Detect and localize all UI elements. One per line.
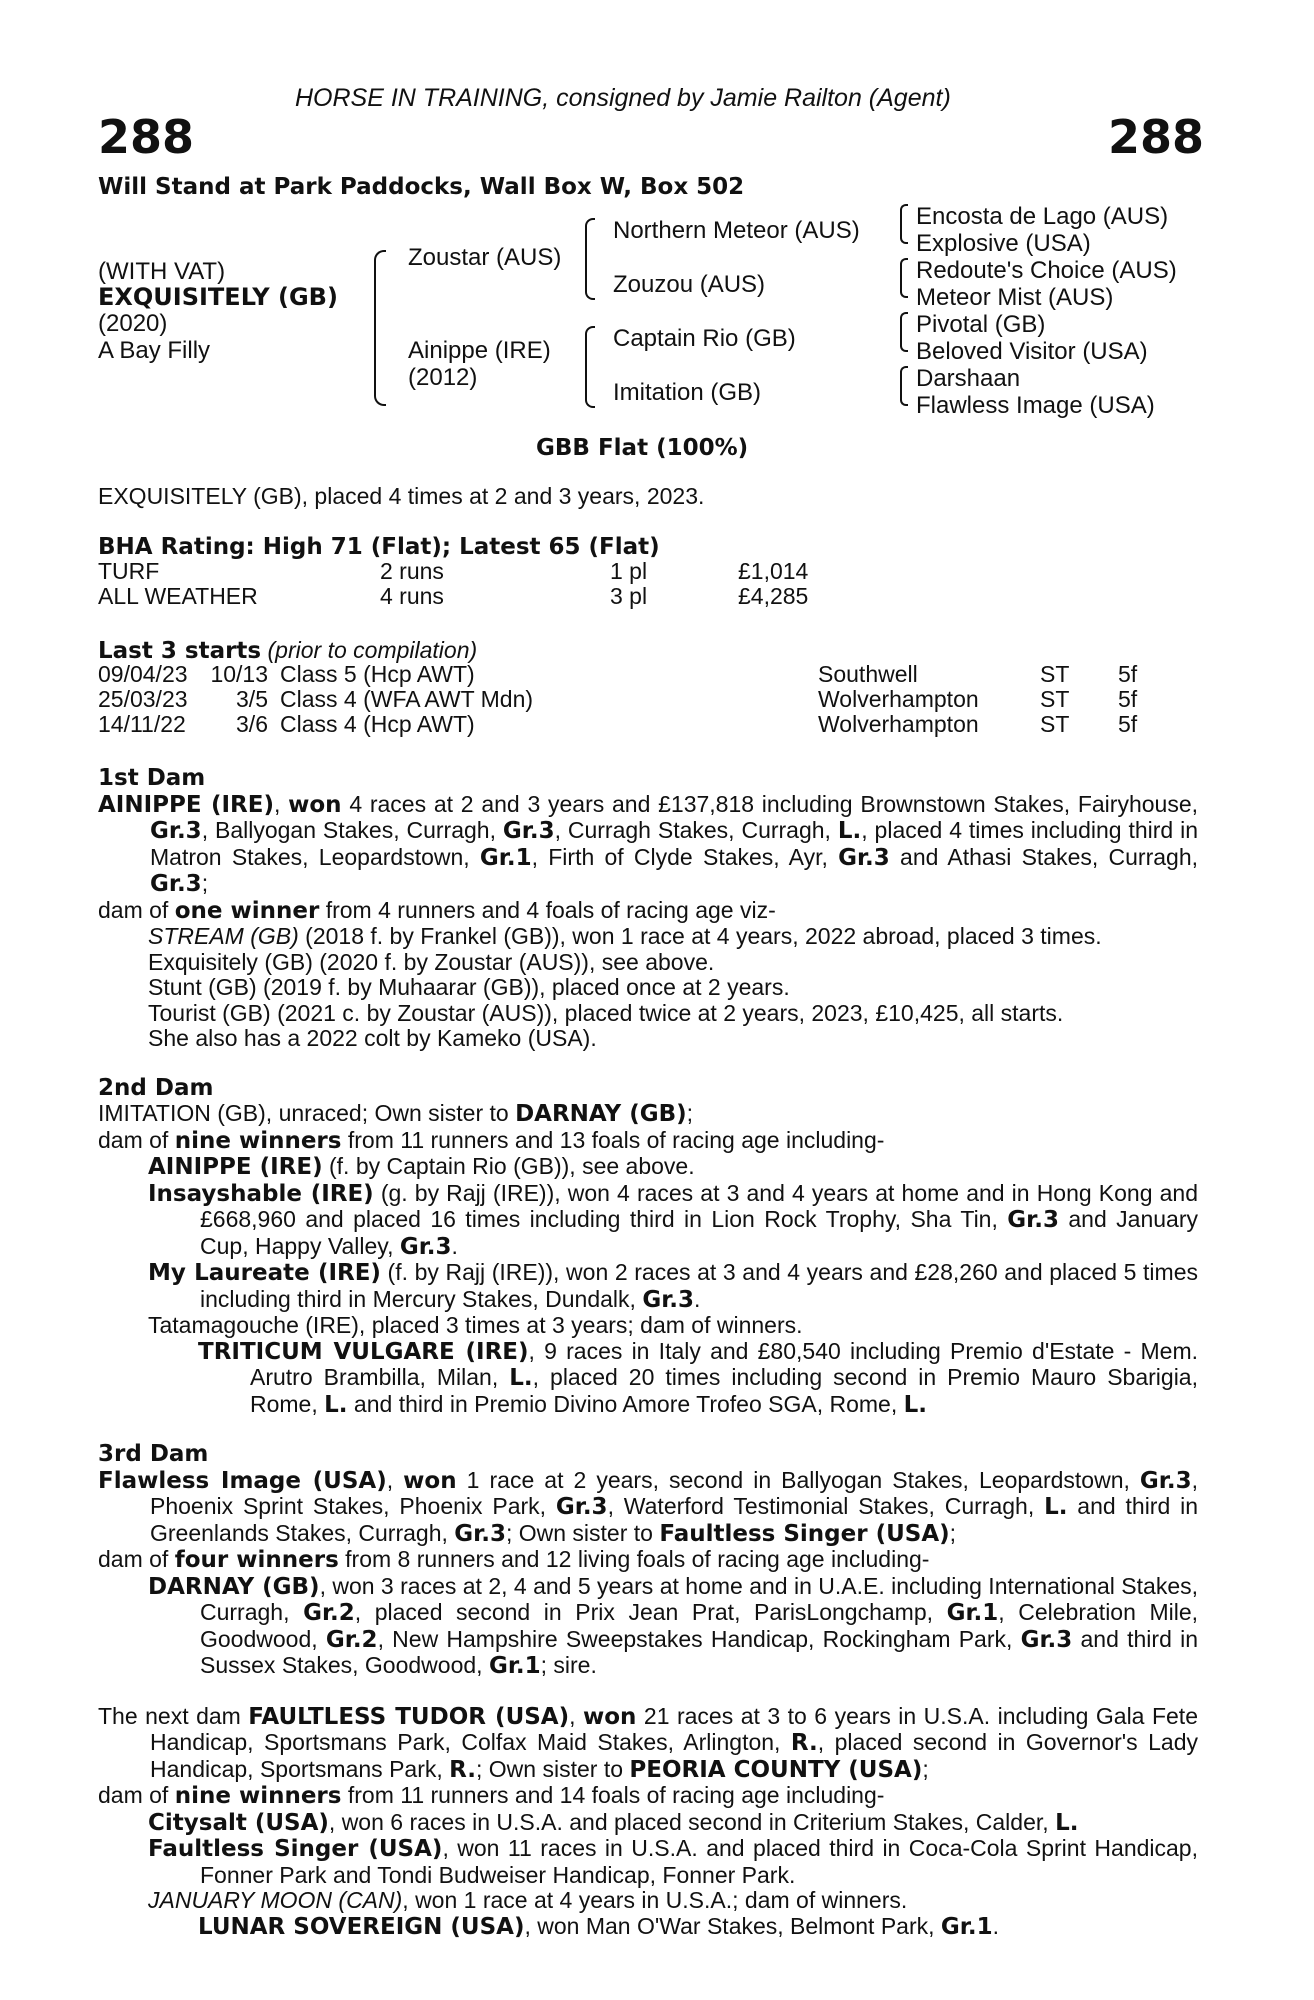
pedigree-g4-2: Explosive (USA) <box>916 230 1091 257</box>
last-starts-heading <box>98 637 477 664</box>
gbb-flat: GBB Flat (100%) <box>536 435 749 461</box>
progeny-name: Citysalt (USA) <box>148 1809 329 1836</box>
grade-label: R. <box>449 1756 477 1783</box>
horse-name-bold: PEORIA COUNTY (USA) <box>629 1756 923 1783</box>
start-position: 3/5 <box>236 686 268 712</box>
text-run: ; <box>949 1519 957 1546</box>
text-run: and third in Sussex Stakes, Goodwood, <box>200 1625 1198 1678</box>
text-run: from 4 runners and 4 foals of racing age viz- <box>319 896 776 923</box>
lot-number-right: 288 <box>1107 110 1204 164</box>
progeny-entry <box>98 1574 1198 1680</box>
text-run: from 11 runners and 13 foals of racing age including- <box>341 1126 885 1153</box>
start-date: 25/03/23 <box>98 686 188 712</box>
next-dam-name: FAULTLESS TUDOR (USA) <box>248 1703 570 1730</box>
won-word: won <box>403 1467 457 1494</box>
text-run: , Phoenix Sprint Stakes, Phoenix Park, <box>150 1466 1198 1519</box>
text-run: , placed 20 times including second in Premio Mauro Sbarigia, Rome, <box>250 1364 1198 1417</box>
text-run: dam of <box>98 1126 175 1153</box>
start-row <box>98 687 1137 712</box>
first-dam-paragraph: AINIPPE (IRE), won 4 races at 2 and 3 years and £137,818 including Brownstown Stakes, Fairyhouse, Gr.3, Ballyogan Stakes, Curragh, Gr.3, Curragh Stakes, Curragh, L., placed 4 times including third in Matron Stakes, Leopardstown, Gr.1, Firth of Clyde Stakes, Ayr, Gr.3 and Athasi Stakes, Curragh, Gr.3; <box>98 790 1199 897</box>
text-run: and Athasi Stakes, Curragh, <box>889 843 1199 870</box>
pedigree-brace-dam <box>585 326 595 408</box>
grand-progeny-entry <box>98 1339 1198 1419</box>
text-run: The next dam <box>98 1702 249 1729</box>
pedigree-dam-sire: Captain Rio (GB) <box>613 325 796 352</box>
text-run: IMITATION (GB), unraced; Own sister to <box>98 1100 516 1126</box>
second-dam-line <box>98 1101 1198 1128</box>
pedigree-g4-5: Pivotal (GB) <box>916 311 1046 338</box>
text-run: , Ballyogan Stakes, Curragh, <box>201 817 503 843</box>
pedigree-dam-year: (2012) <box>408 364 478 391</box>
grade-label: Gr.3 <box>1020 1626 1073 1653</box>
start-distance: 5f <box>1118 711 1138 737</box>
grade-label: Gr.3 <box>454 1520 506 1547</box>
grade-label: Gr.1 <box>940 1913 993 1940</box>
next-dam-produce-line <box>98 1783 1198 1810</box>
rating-surface: TURF <box>98 558 160 584</box>
pedigree-g4-7: Darshaan <box>916 365 1021 392</box>
rating-table <box>98 559 808 609</box>
text-run: , won 3 races at 2, 4 and 5 years at home and in U.A.E. including International Stakes, Curragh, <box>200 1572 1198 1625</box>
horse-name: EXQUISITELY (GB) <box>98 283 338 311</box>
rating-runs: 2 runs <box>380 558 444 584</box>
text-run: , won 1 race at 4 years in U.S.A.; dam of winners. <box>402 1887 908 1913</box>
text-run: , New Hampshire Sweepstakes Handicap, Rockingham Park, <box>377 1625 1021 1652</box>
winners-count: four winners <box>174 1547 339 1573</box>
grade-label: Gr.3 <box>838 844 890 871</box>
pedigree-brace-main <box>374 250 386 406</box>
third-dam-heading: 3rd Dam <box>98 1441 209 1467</box>
text-run: and third in Premio Divino Amore Trofeo SGA, Rome, <box>347 1390 904 1417</box>
grade-label: Gr.3 <box>1007 1207 1059 1233</box>
start-going: ST <box>1040 711 1070 737</box>
start-row <box>98 662 1137 687</box>
grade-label: Gr.3 <box>150 818 202 844</box>
start-course: Wolverhampton <box>818 711 979 737</box>
progeny-entry: Stunt (GB) (2019 f. by Muhaarar (GB)), placed once at 2 years. <box>148 974 790 1000</box>
progeny-entry: She also has a 2022 colt by Kameko (USA). <box>148 1025 597 1051</box>
third-dam-paragraph: Flawless Image (USA), won 1 race at 2 years, second in Ballyogan Stakes, Leopardstown, Gr.3, Phoenix Sprint Stakes, Phoenix Park, Gr.3, Waterford Testimonial Stakes, Curragh, L. and third in Greenlands Stakes, Curragh, Gr.3; Own sister to Faultless Singer (USA); <box>98 1466 1198 1547</box>
grade-label: Gr.2 <box>325 1626 378 1653</box>
text-run: , Firth of Clyde Stakes, Ayr, <box>531 843 839 870</box>
horse-year: (2020) <box>98 310 168 337</box>
pedigree-dam: Ainippe (IRE) <box>408 337 551 364</box>
progeny-entry <box>98 924 1198 950</box>
start-going: ST <box>1040 661 1070 687</box>
pedigree-g4-3: Redoute's Choice (AUS) <box>916 257 1177 284</box>
pedigree-g4-6: Beloved Visitor (USA) <box>916 338 1148 365</box>
text-run: ; <box>201 870 209 896</box>
progeny-entry: Tourist (GB) (2021 c. by Zoustar (AUS)), placed twice at 2 years, 2023, £10,425, all starts. <box>148 999 1064 1026</box>
winners-count: nine winners <box>174 1783 342 1809</box>
rating-surface: ALL WEATHER <box>98 583 258 609</box>
won-word: won <box>288 791 342 818</box>
spacer <box>98 1052 1198 1076</box>
third-dam-name: Flawless Image (USA) <box>98 1467 387 1494</box>
text-run: dam of <box>98 1782 175 1808</box>
text-run: from 8 runners and 12 living foals of racing age including- <box>338 1546 930 1572</box>
text-run: and third in Greenlands Stakes, Curragh, <box>150 1493 1198 1546</box>
progeny-name: My Laureate (IRE) <box>148 1260 381 1286</box>
start-going: ST <box>1040 686 1070 712</box>
text-run: , 9 races in Italy and £80,540 including Premio d'Estate - Mem. Arutro Brambilla, Milan, <box>250 1337 1198 1390</box>
progeny-name: DARNAY (GB) <box>148 1573 320 1600</box>
text-run: , Celebration Mile, Goodwood, <box>200 1599 1199 1652</box>
progeny-name: AINIPPE (IRE) <box>148 1154 323 1180</box>
start-position: 10/13 <box>210 661 268 687</box>
grade-label: L. <box>1044 1494 1068 1520</box>
grade-label: L. <box>1055 1809 1079 1836</box>
text-run: ; Own sister to <box>505 1519 660 1546</box>
start-date: 09/04/23 <box>98 661 188 687</box>
pedigree-brace-g4-2 <box>900 258 908 298</box>
next-dam-paragraph: The next dam FAULTLESS TUDOR (USA), won 21 races at 3 to 6 years in U.S.A. including Gala Fete Handicap, Sportsmans Park, Colfax Maid Stakes, Arlington, R., placed second in Governor's Lady Handicap, Sportsmans Park, R.; Own sister to PEORIA COUNTY (USA); <box>98 1702 1199 1783</box>
pedigree-sire: Zoustar (AUS) <box>408 244 562 271</box>
second-dam-produce-line <box>98 1128 1198 1155</box>
second-dam-heading: 2nd Dam <box>98 1074 214 1101</box>
text-run: 1 race at 2 years, second in Ballyogan Stakes, Leopardstown, <box>456 1466 1140 1493</box>
third-dam-produce-line <box>98 1547 1198 1574</box>
text-run: , placed second in Prix Jean Prat, ParisLongchamp, <box>354 1599 947 1625</box>
text-run: (f. by Rajj (IRE)), won 2 races at 3 and 4 years and £28,260 and placed 5 times including third in Mercury Stakes, Dundalk, <box>200 1259 1198 1312</box>
first-dam-name: AINIPPE (IRE) <box>98 791 274 818</box>
last-starts-table <box>98 662 1137 737</box>
rating-placings: 3 pl <box>610 583 648 609</box>
grade-label: Gr.3 <box>1139 1467 1192 1494</box>
text-run: ; <box>922 1755 929 1782</box>
text-run: dam of <box>98 1546 175 1572</box>
progeny-name: STREAM (GB) <box>148 923 299 949</box>
consignment-line: HORSE IN TRAINING, consigned by Jamie Railton (Agent) <box>295 84 951 112</box>
rating-runs: 4 runs <box>380 583 444 609</box>
progeny-entry <box>98 1260 1198 1313</box>
last-starts-note: (prior to compilation) <box>267 637 478 663</box>
text-run: ; <box>686 1100 694 1126</box>
pedigree-brace-g4-4 <box>900 366 908 406</box>
horse-name-bold: Faultless Singer (USA) <box>659 1520 950 1547</box>
progeny-name: Faultless Singer (USA) <box>148 1836 443 1862</box>
text-run: , placed 4 times including third in Matron Stakes, Leopardstown, <box>150 817 1198 870</box>
dam-family-section <box>98 766 1198 1940</box>
start-distance: 5f <box>1118 661 1138 687</box>
text-run: (g. by Rajj (IRE)), won 4 races at 3 and 4 years at home and in Hong Kong and £668,960 and placed 16 times including third in Lion Rock Trophy, Sha Tin, <box>200 1179 1198 1232</box>
grade-label: L. <box>903 1391 928 1418</box>
grade-label: Gr.3 <box>502 818 555 844</box>
first-dam-produce-line <box>98 898 1198 925</box>
last-starts-title: Last 3 starts <box>98 638 262 664</box>
text-run: ; sire. <box>540 1652 597 1678</box>
start-course: Southwell <box>818 661 918 687</box>
grade-label: L. <box>837 818 862 844</box>
progeny-entry <box>98 1836 1198 1888</box>
progeny-name: LUNAR SOVEREIGN (USA) <box>198 1913 525 1940</box>
first-dam-heading: 1st Dam <box>98 765 206 791</box>
progeny-name: JANUARY MOON (CAN) <box>148 1887 403 1913</box>
pedigree-brace-sire <box>585 218 595 300</box>
grade-label: Gr.3 <box>399 1233 452 1260</box>
start-date: 14/11/22 <box>98 711 186 737</box>
text-run: 4 races at 2 and 3 years and £137,818 including Brownstown Stakes, Fairyhouse, <box>341 790 1199 817</box>
text-run: ; Own sister to <box>476 1755 630 1782</box>
winners-count: nine winners <box>174 1127 342 1154</box>
progeny-entry: Exquisitely (GB) (2020 f. by Zoustar (AUS)), see above. <box>148 948 715 975</box>
text-run: , won Man O'War Stakes, Belmont Park, <box>524 1912 941 1939</box>
rating-earnings: £4,285 <box>738 583 809 609</box>
progeny-entry <box>98 1888 1198 1914</box>
text-run: . <box>694 1285 701 1312</box>
lot-number-left: 288 <box>98 110 195 164</box>
start-race: Class 5 (Hcp AWT) <box>280 661 475 687</box>
grade-label: Gr.1 <box>479 844 532 871</box>
grade-label: Gr.2 <box>303 1600 355 1626</box>
start-race: Class 4 (Hcp AWT) <box>280 711 475 737</box>
progeny-entry <box>98 1154 1198 1181</box>
pedigree-brace-g4-3 <box>900 312 908 352</box>
pedigree-g4-1: Encosta de Lago (AUS) <box>916 203 1169 230</box>
start-row <box>98 712 1137 737</box>
text-run: , placed second in Governor's Lady Handicap, Sportsmans Park, <box>150 1729 1199 1782</box>
text-run: (2018 f. by Frankel (GB)), won 1 race at 4 years, 2022 abroad, placed 3 times. <box>298 923 1102 949</box>
progeny-entry: Tatamagouche (IRE), placed 3 times at 3 years; dam of winners. <box>148 1312 803 1338</box>
rating-row <box>98 559 808 584</box>
rating-placings: 1 pl <box>610 558 648 584</box>
start-course: Wolverhampton <box>818 686 979 712</box>
pedigree-g4-8: Flawless Image (USA) <box>916 392 1155 419</box>
start-distance: 5f <box>1118 686 1138 712</box>
start-race: Class 4 (WFA AWT Mdn) <box>280 686 534 712</box>
text-run: dam of <box>98 896 175 923</box>
text-run: 21 races at 3 to 6 years in U.S.A. including Gala Fete Handicap, Sportsmans Park, Colfax Maid Stakes, Arlington, <box>150 1702 1198 1755</box>
text-run: (f. by Captain Rio (GB)), see above. <box>322 1153 695 1179</box>
rating-earnings: £1,014 <box>738 558 809 584</box>
horse-name-bold: DARNAY (GB) <box>515 1101 687 1127</box>
pedigree-brace-g4-1 <box>900 204 908 244</box>
grade-label: L. <box>324 1391 348 1418</box>
grade-label: Gr.1 <box>946 1600 999 1626</box>
horse-description: A Bay Filly <box>98 337 211 364</box>
bha-rating-title: BHA Rating: High 71 (Flat); Latest 65 (Flat) <box>98 534 660 560</box>
grade-label: Gr.3 <box>555 1494 608 1520</box>
grade-label: Gr.3 <box>150 871 202 897</box>
grade-label: R. <box>790 1730 818 1756</box>
progeny-name: TRITICUM VULGARE (IRE) <box>198 1338 529 1365</box>
text-run: and January Cup, Happy Valley, <box>200 1206 1198 1259</box>
text-run: , won 11 races in U.S.A. and placed third in Coca-Cola Sprint Handicap, Fonner Park and Tondi Budweiser Handicap, Fonner Park. <box>200 1835 1198 1888</box>
text-run: from 11 runners and 14 foals of racing age including- <box>341 1782 885 1808</box>
spacer <box>98 1680 1198 1704</box>
text-run: . <box>992 1912 999 1939</box>
text-run: , Waterford Testimonial Stakes, Curragh, <box>607 1493 1045 1519</box>
text-run: . <box>451 1232 458 1259</box>
race-summary: EXQUISITELY (GB), placed 4 times at 2 and 3 years, 2023. <box>98 483 705 509</box>
pedigree-g4-4: Meteor Mist (AUS) <box>916 284 1114 311</box>
pedigree-sire-sire: Northern Meteor (AUS) <box>613 217 860 244</box>
won-word: won <box>583 1703 637 1730</box>
progeny-name: Insayshable (IRE) <box>148 1180 374 1207</box>
progeny-entry <box>98 1810 1198 1837</box>
text-run: , Curragh Stakes, Curragh, <box>554 817 838 843</box>
grade-label: Gr.1 <box>488 1653 541 1679</box>
start-position: 3/6 <box>236 711 268 737</box>
pedigree-sire-dam: Zouzou (AUS) <box>613 271 766 298</box>
grade-label: Gr.3 <box>642 1286 694 1313</box>
pedigree-dam-dam: Imitation (GB) <box>613 379 762 406</box>
grade-label: L. <box>509 1365 533 1391</box>
vat-note: (WITH VAT) <box>98 258 226 285</box>
winners-count: one winner <box>174 897 320 924</box>
text-run: , won 6 races in U.S.A. and placed second in Criterium Stakes, Calder, <box>328 1808 1056 1835</box>
progeny-entry <box>98 1181 1198 1261</box>
spacer <box>98 1418 1198 1442</box>
rating-row <box>98 584 808 609</box>
stand-location: Will Stand at Park Paddocks, Wall Box W, Box 502 <box>98 174 745 200</box>
grand-progeny-entry <box>98 1914 1198 1941</box>
